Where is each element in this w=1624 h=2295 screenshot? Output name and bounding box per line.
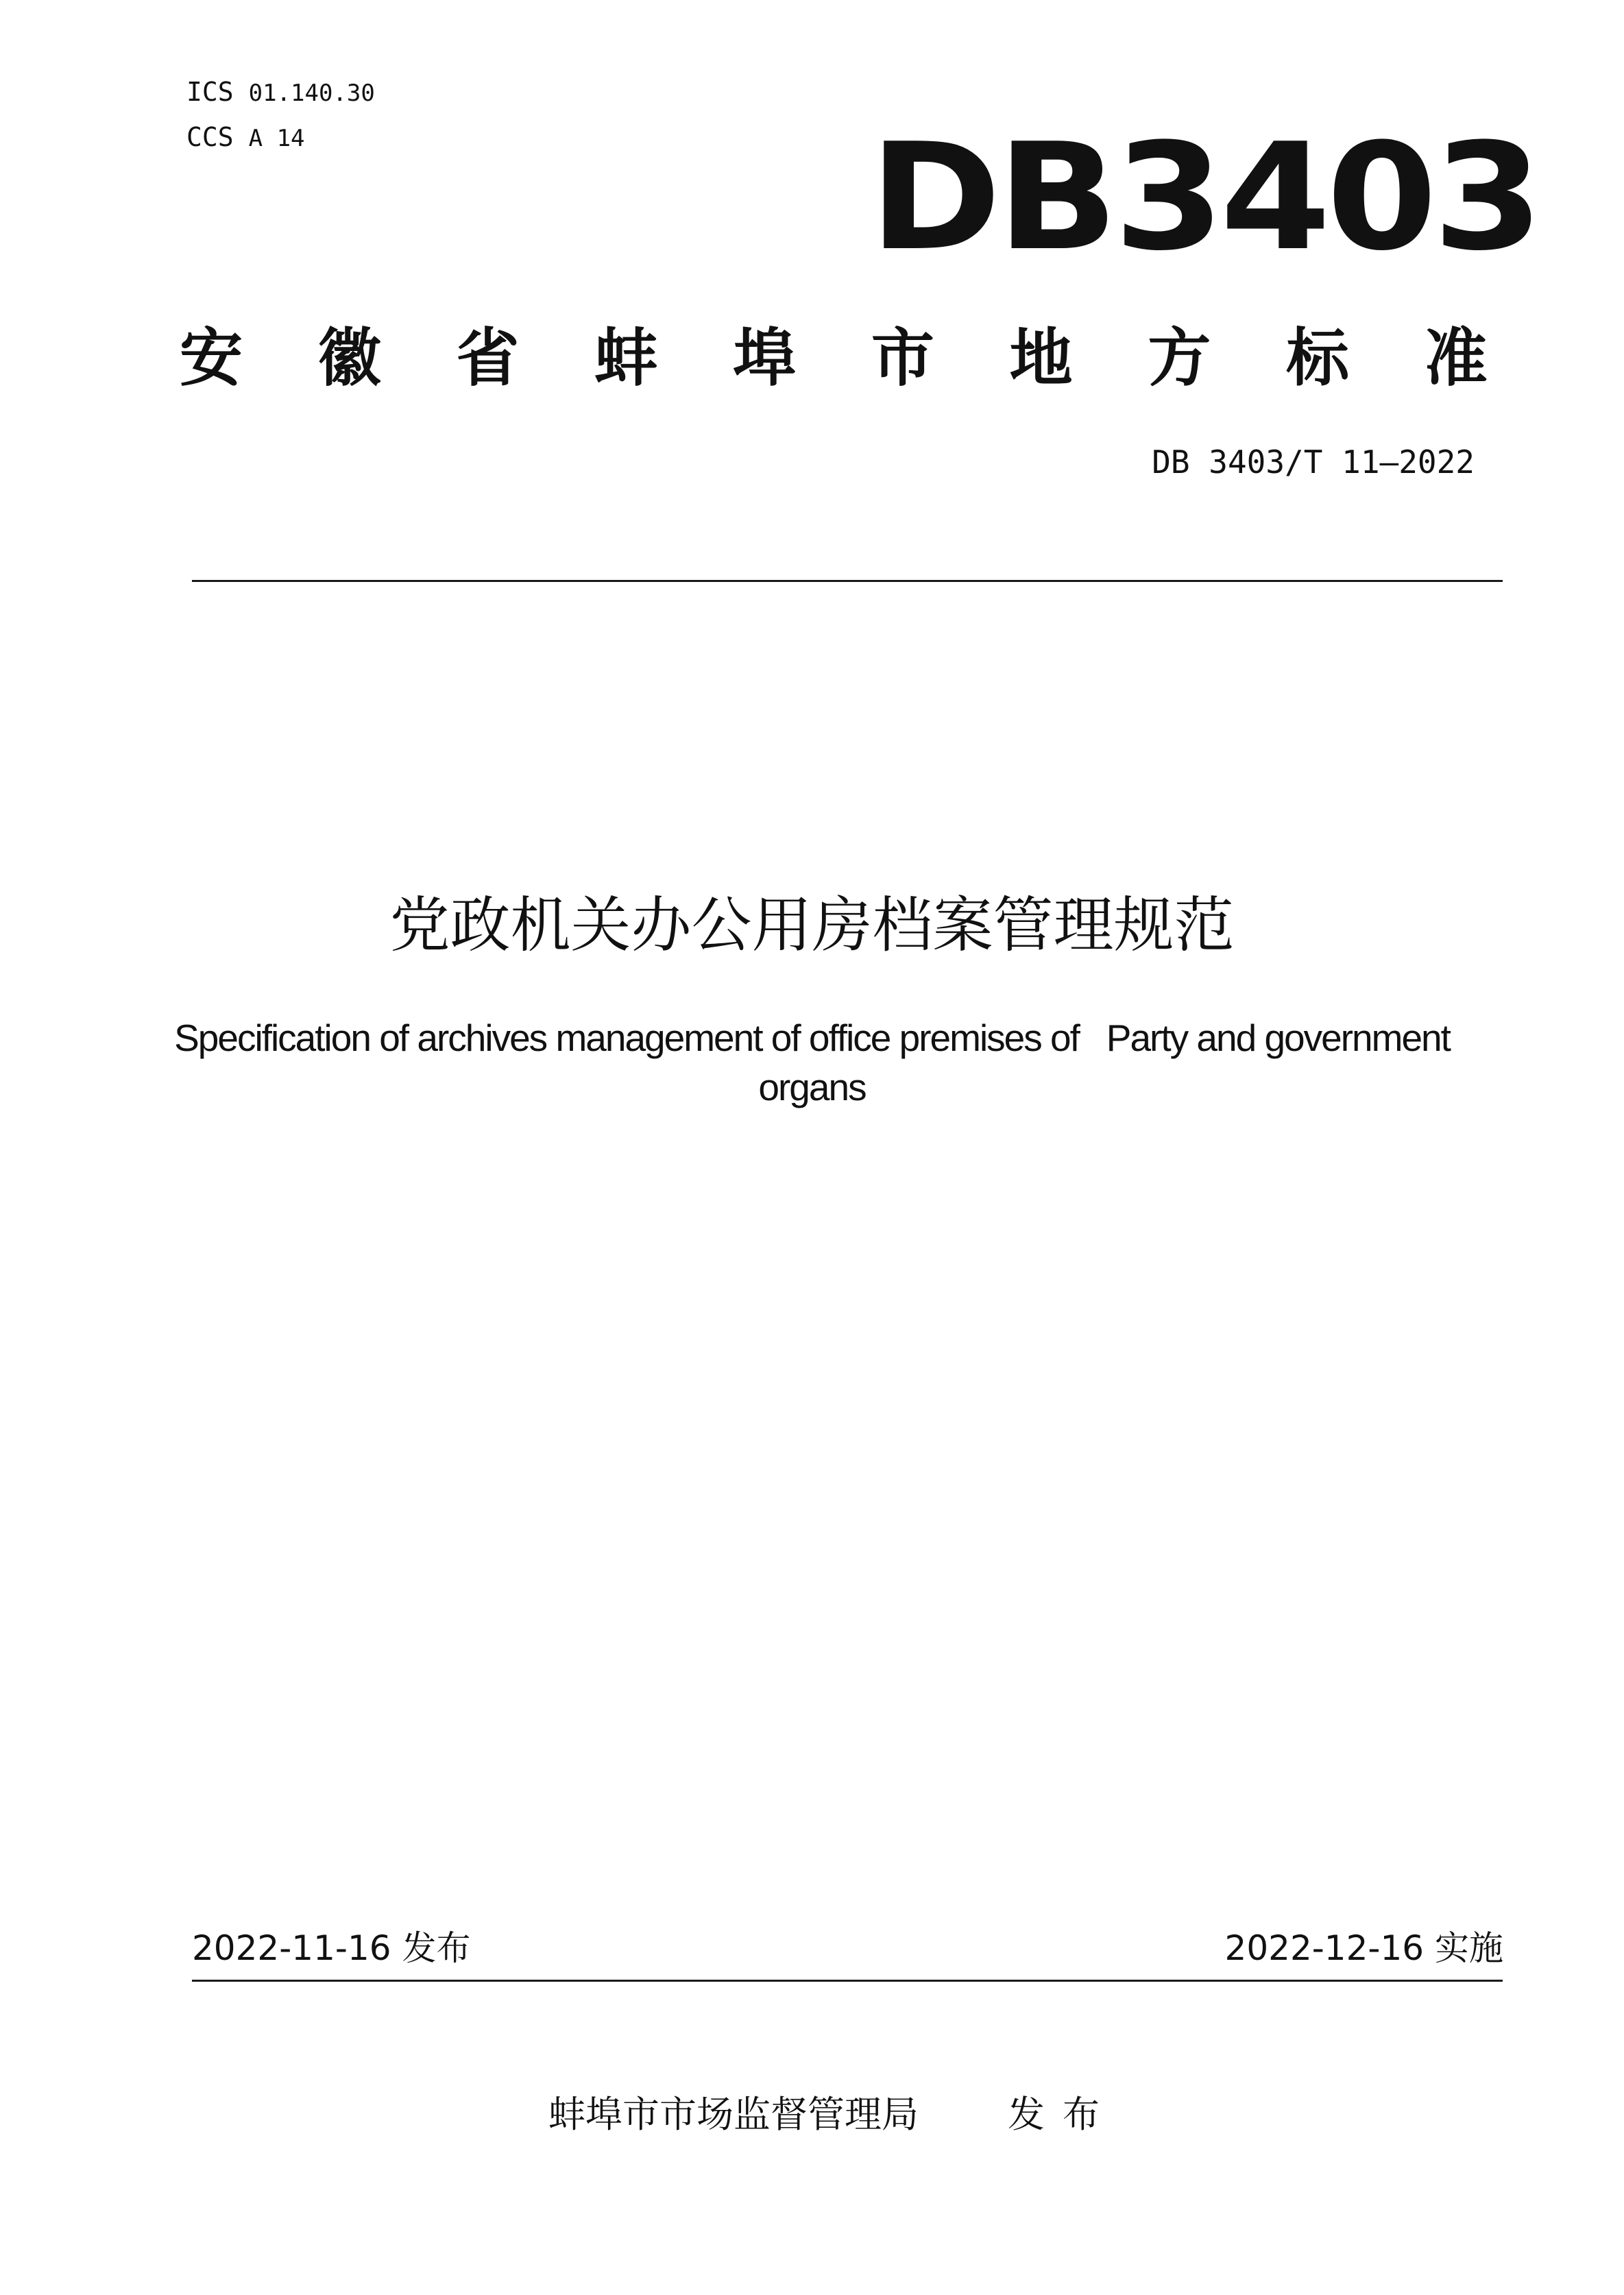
standard-type-char: 埠 xyxy=(733,321,797,395)
standard-type-char: 地 xyxy=(1009,321,1073,395)
publish-label: 发布 xyxy=(1008,2093,1117,2136)
top-divider xyxy=(192,580,1503,582)
standard-type-char: 方 xyxy=(1148,321,1211,395)
standard-type-char: 省 xyxy=(456,321,520,395)
effective-date: 2022-12-16 实施 xyxy=(1224,1928,1503,1968)
standard-type-char: 徽 xyxy=(317,321,381,395)
standard-type-char: 蚌 xyxy=(594,321,658,395)
bottom-divider xyxy=(192,1980,1503,1982)
title-english: Specification of archives management of office premises of Party and government organs xyxy=(174,1017,1459,1108)
standard-type-char: 市 xyxy=(871,321,934,395)
ics-value: 01.140.30 xyxy=(248,80,375,107)
db-logo: DB3403 xyxy=(869,111,1540,283)
standard-type-char: 安 xyxy=(180,321,243,395)
ics-code xyxy=(186,75,375,110)
standard-type-char: 标 xyxy=(1286,321,1350,395)
ccs-code xyxy=(186,121,305,155)
ics-label: ICS xyxy=(186,77,234,107)
publisher: 蚌埠市市场监督管理局 xyxy=(548,2093,919,2136)
standard-number: DB 3403/T 11—2022 xyxy=(1152,444,1475,481)
standard-type-heading xyxy=(180,315,1488,395)
ccs-label: CCS xyxy=(186,122,234,152)
release-date: 2022-11-16 发布 xyxy=(192,1928,471,1968)
title-chinese: 党政机关办公用房档案管理规范 xyxy=(389,890,1235,960)
standard-type-char: 准 xyxy=(1424,321,1488,395)
ccs-value: A 14 xyxy=(248,125,305,152)
